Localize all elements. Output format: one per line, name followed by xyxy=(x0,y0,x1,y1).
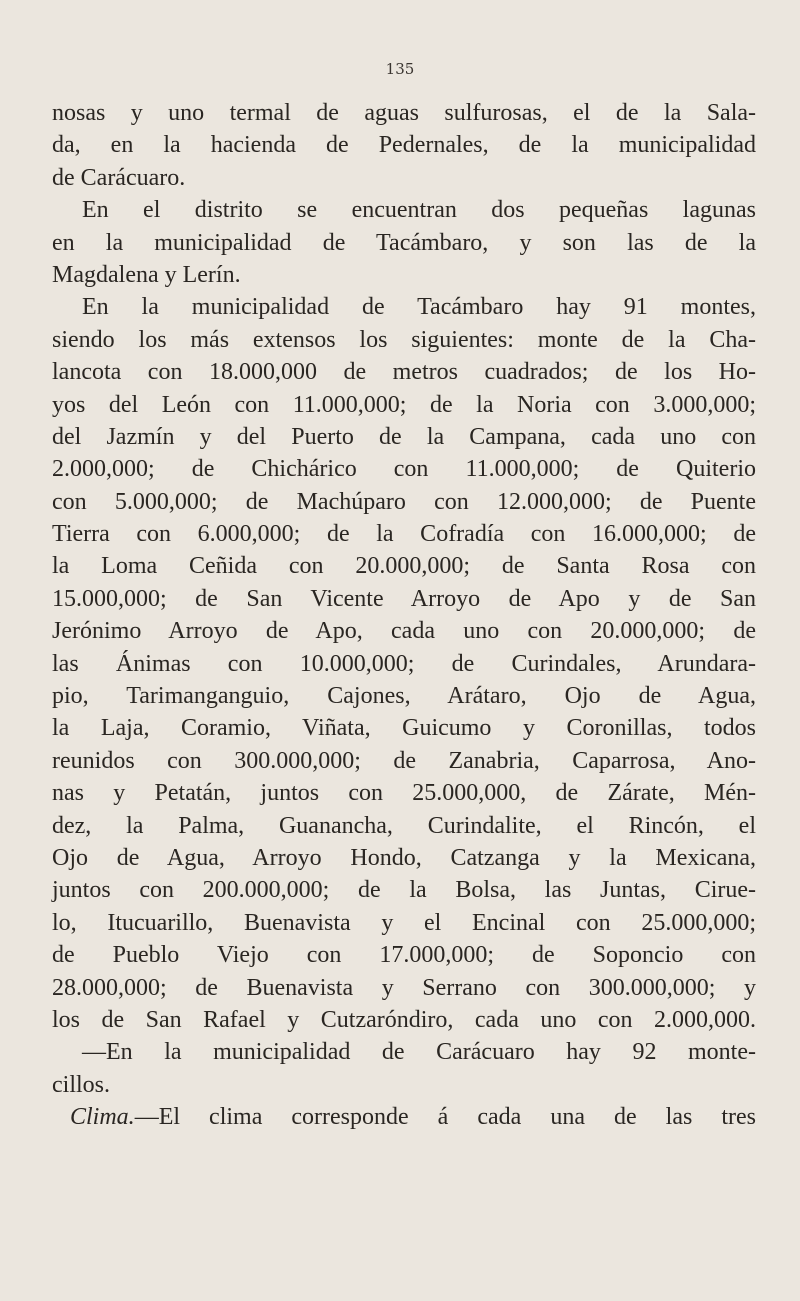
text-line: lo, Itucuarillo, Buenavista y el Encinal con 25.000,000; xyxy=(52,909,756,936)
text-line: 15.000,000; de San Vicente Arroyo de Apo y de San xyxy=(52,585,756,612)
clima-line xyxy=(52,1101,756,1133)
text-line: Ojo de Agua, Arroyo Hondo, Catzanga y la Mexicana, xyxy=(52,844,756,871)
text-line: cillos. xyxy=(52,1071,110,1098)
page-number: 135 xyxy=(385,60,415,78)
text-line: nas y Petatán, juntos con 25.000,000, de Zárate, Mén- xyxy=(52,780,756,807)
text-line: del Jazmín y del Puerto de la Campana, cada uno con xyxy=(52,423,756,450)
text-line: la Laja, Coramio, Viñata, Guicumo y Coronillas, todos xyxy=(52,715,756,742)
text-line: nosas y uno termal de aguas sulfurosas, el de la Sala- xyxy=(52,100,756,126)
text-line: 28.000,000; de Buenavista y Serrano con 300.000,000; y xyxy=(52,974,756,1001)
text-line: las Ánimas con 10.000,000; de Curindales, Arundara- xyxy=(52,650,756,677)
text-line: la Loma Ceñida con 20.000,000; de Santa Rosa con xyxy=(52,553,756,580)
text-line: Magdalena y Lerín. xyxy=(52,261,241,288)
text-line: los de San Rafael y Cutzaróndiro, cada uno con 2.000,000. xyxy=(52,1006,756,1033)
text-line: da, en la hacienda de Pedernales, de la municipalidad xyxy=(52,132,756,159)
text-line: de Carácuaro. xyxy=(52,164,186,191)
text-line: En el distrito se encuentran dos pequeñas lagunas xyxy=(82,197,756,224)
text-line: En la municipalidad de Tacámbaro hay 91 montes, xyxy=(82,294,756,321)
text-line: dez, la Palma, Guanancha, Curindalite, el Rincón, el xyxy=(52,812,756,839)
text-line: Jerónimo Arroyo de Apo, cada uno con 20.000,000; de xyxy=(52,618,756,645)
body-text xyxy=(52,97,756,1134)
section-text: —El clima corresponde á cada una de las tres xyxy=(134,1104,756,1131)
text-line: siendo los más extensos los siguientes: monte de la Cha- xyxy=(52,326,756,353)
section-heading: Clima. xyxy=(70,1104,135,1131)
text-line: pio, Tarimanganguio, Cajones, Arátaro, Ojo de Agua, xyxy=(52,683,756,710)
text-line: —En la municipalidad de Carácuaro hay 92 monte- xyxy=(82,1039,756,1066)
text-line: lancota con 18.000,000 de metros cuadrados; de los Ho- xyxy=(52,359,756,386)
text-line: juntos con 200.000,000; de la Bolsa, las Juntas, Cirue- xyxy=(52,877,756,904)
text-line: con 5.000,000; de Machúparo con 12.000,000; de Puente xyxy=(52,488,756,515)
text-line: en la municipalidad de Tacámbaro, y son las de la xyxy=(52,229,756,256)
text-line: reunidos con 300.000,000; de Zanabria, Caparrosa, Ano- xyxy=(52,747,756,774)
text-line: yos del León con 11.000,000; de la Noria con 3.000,000; xyxy=(52,391,756,418)
text-line: Tierra con 6.000,000; de la Cofradía con 16.000,000; de xyxy=(52,521,756,548)
text-line: de Pueblo Viejo con 17.000,000; de Soponcio con xyxy=(52,942,756,969)
text-line: 2.000,000; de Chichárico con 11.000,000; de Quiterio xyxy=(52,456,756,483)
